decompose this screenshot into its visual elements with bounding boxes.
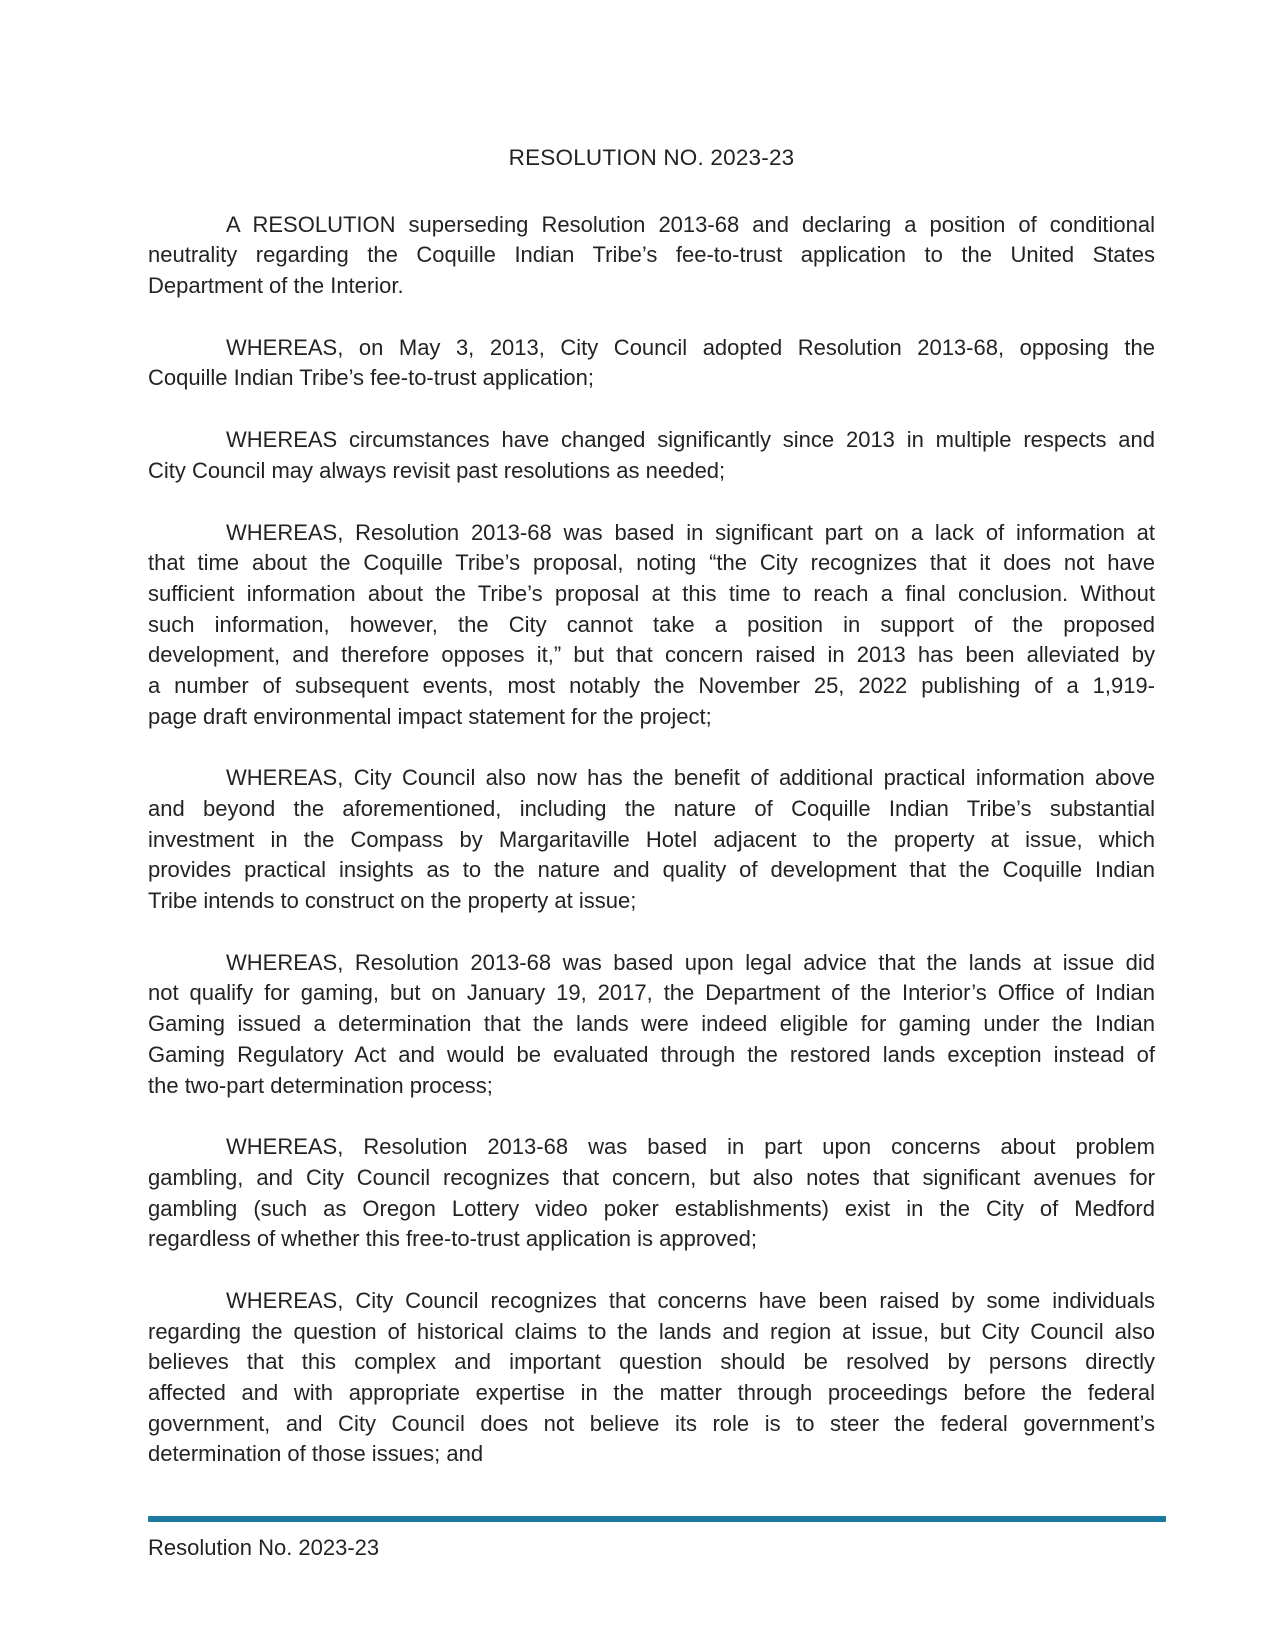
paragraph xyxy=(148,518,1155,733)
text-line: regardless of whether this free-to-trust application is approved; xyxy=(148,1226,757,1252)
text-line: WHEREAS, City Council recognizes that concerns have been raised by some individuals xyxy=(226,1287,1155,1313)
text-line: regarding the question of historical claims to the lands and region at issue, but City Council also xyxy=(148,1318,1155,1344)
text-line: WHEREAS, Resolution 2013-68 was based upon legal advice that the lands at issue did xyxy=(226,949,1155,975)
footer-rule xyxy=(148,1516,1166,1522)
text-line: WHEREAS, Resolution 2013-68 was based in significant part on a lack of information at xyxy=(226,519,1155,545)
text-line: Department of the Interior. xyxy=(148,273,404,299)
text-line: government, and City Council does not believe its role is to steer the federal government’s xyxy=(148,1410,1155,1436)
footer-resolution-number: Resolution No. 2023-23 xyxy=(148,1535,380,1561)
text-line: gambling, and City Council recognizes that concern, but also notes that significant avenues for xyxy=(148,1164,1155,1190)
text-line: neutrality regarding the Coquille Indian Tribe’s fee-to-trust application to the United States xyxy=(148,242,1155,268)
paragraph xyxy=(148,333,1155,394)
text-line: that time about the Coquille Tribe’s proposal, noting “the City recognizes that it does not have xyxy=(148,550,1155,576)
text-line: Gaming issued a determination that the lands were indeed eligible for gaming under the Indian xyxy=(148,1011,1155,1037)
text-line: sufficient information about the Tribe’s proposal at this time to reach a final conclusion. Without xyxy=(148,580,1155,606)
text-line: such information, however, the City cannot take a position in support of the proposed xyxy=(148,611,1155,637)
document-content xyxy=(148,143,1155,1564)
text-line: WHEREAS, City Council also now has the benefit of additional practical information above xyxy=(226,765,1155,791)
paragraph xyxy=(148,948,1155,1101)
text-line: affected and with appropriate expertise in the matter through proceedings before the federal xyxy=(148,1380,1155,1406)
paragraph xyxy=(148,425,1155,486)
paragraph xyxy=(148,1286,1155,1470)
text-line: gambling (such as Oregon Lottery video poker establishments) exist in the City of Medford xyxy=(148,1195,1155,1221)
text-line: Tribe intends to construct on the property at issue; xyxy=(148,888,637,914)
text-line: the two-part determination process; xyxy=(148,1072,493,1098)
document-body xyxy=(148,210,1155,1470)
text-line: investment in the Compass by Margaritaville Hotel adjacent to the property at issue, which xyxy=(148,826,1155,852)
text-line: Gaming Regulatory Act and would be evaluated through the restored lands exception instead of xyxy=(148,1041,1155,1067)
text-line: Coquille Indian Tribe’s fee-to-trust application; xyxy=(148,365,594,391)
paragraph xyxy=(148,1132,1155,1255)
text-line: and beyond the aforementioned, including the nature of Coquille Indian Tribe’s substantial xyxy=(148,796,1155,822)
text-line: provides practical insights as to the nature and quality of development that the Coquille Indian xyxy=(148,857,1155,883)
text-line: WHEREAS, on May 3, 2013, City Council adopted Resolution 2013-68, opposing the xyxy=(226,334,1155,360)
text-line: WHEREAS circumstances have changed significantly since 2013 in multiple respects and xyxy=(226,427,1155,453)
paragraph xyxy=(148,210,1155,302)
text-line: a number of subsequent events, most notably the November 25, 2022 publishing of a 1,919- xyxy=(148,672,1155,698)
text-line: determination of those issues; and xyxy=(148,1441,484,1467)
text-line: not qualify for gaming, but on January 19, 2017, the Department of the Interior’s Office of Indian xyxy=(148,980,1155,1006)
text-line: development, and therefore opposes it,” but that concern raised in 2013 has been alleviated by xyxy=(148,642,1155,668)
text-line: believes that this complex and important question should be resolved by persons directly xyxy=(148,1349,1155,1375)
text-line: WHEREAS, Resolution 2013-68 was based in part upon concerns about problem xyxy=(226,1134,1155,1160)
text-line: A RESOLUTION superseding Resolution 2013-68 and declaring a position of conditional xyxy=(226,211,1155,237)
text-line: City Council may always revisit past resolutions as needed; xyxy=(148,457,726,483)
text-line: page draft environmental impact statement for the project; xyxy=(148,703,712,729)
document-title: RESOLUTION NO. 2023-23 xyxy=(508,145,795,170)
paragraph xyxy=(148,763,1155,916)
